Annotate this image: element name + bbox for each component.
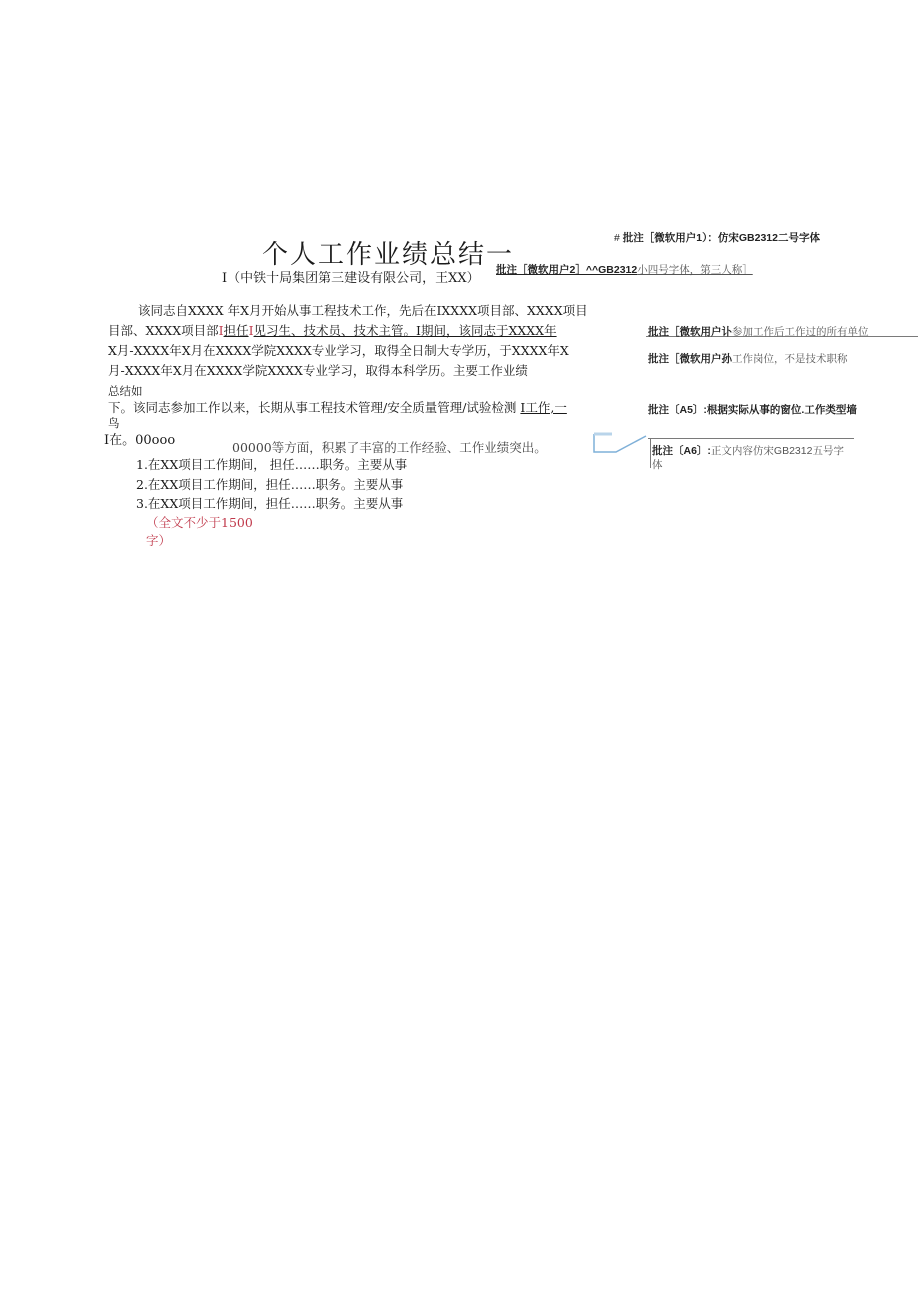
body-line-8b: 00000等方面，积累了丰富的工作经验、工作业绩突出。 [232, 440, 547, 455]
body-line-4: 月-XXXX年X月在XXXX学院XXXX专业学习，取得本科学历。主要工作业绩 [108, 363, 528, 378]
comment-1-prefix: # [614, 232, 620, 244]
underlined-text: 见习生、技术员、技术主管。I期间，该同志于XXXX年 [253, 323, 557, 338]
body-line-6a: 下。该同志参加工作以来，长期从事工程技术管理/安全质量管理/试验检测 [108, 400, 517, 415]
length-note: （全文不少于1500 [146, 515, 253, 530]
body-line-3: X月-XXXX年X月在XXXX学院XXXX专业学习，取得全日制大专学历，于XXXX年X [108, 343, 569, 358]
comment-6[interactable] [652, 443, 844, 458]
body-line-1: 该同志自XXXX 年X月开始从事工程技术工作，先后在IXXXX项目部、XXXX项目 [138, 303, 588, 318]
comment-1-text: 批注［微软用户1）：仿宋GB2312二号字体 [622, 232, 820, 244]
comment-6-label: 批注〔A6〕: [652, 445, 711, 457]
comment-2-label: 批注［微软用户2］^^GB2312 [496, 264, 638, 276]
body-line-6 [108, 398, 567, 418]
comment-4[interactable] [648, 351, 848, 366]
comment-3-label: 批注［微软用户讣 [648, 326, 732, 338]
comment-3-text: 参加工作后工作过的所有单位 [732, 326, 869, 338]
list-item: 3.在XX项目工作期间，担任……职务。主要从事 [136, 496, 404, 511]
comment-4-text: 工作岗位，不是技术职称 [732, 353, 848, 365]
comment-6-text: 正文内容仿宋GB2312五号字 [710, 445, 844, 457]
body-line-5: 总结如 [108, 384, 143, 398]
underlined-text: 担任 [223, 323, 249, 338]
body-line-2a: 目部、XXXX项目部 [108, 323, 219, 338]
list-item: 2.在XX项目工作期间，担任……职务。主要从事 [136, 477, 404, 492]
comment-5-text: 批注〔A5〕:根据实际从事的窗位.工作类型墙 [648, 404, 857, 416]
document-title: 个人工作业绩总结一 [262, 240, 515, 270]
comment-4-label: 批注［微软用户孙 [648, 353, 732, 365]
body-line-8a: I在。00ooo [104, 433, 176, 448]
revision-mark: I [248, 323, 254, 338]
comment-2-text: 小四号字体，第三人称］ [637, 264, 753, 276]
comment-2[interactable] [496, 262, 753, 277]
comment-1[interactable] [614, 230, 820, 245]
comment-connector [650, 438, 651, 468]
underlined-text: I工作,一 [520, 400, 567, 415]
comment-3[interactable] [648, 324, 869, 339]
author-line: I（中铁十局集团第三建设有限公司，王XX） [222, 271, 480, 286]
length-note-2: 字） [146, 533, 172, 548]
comment-5[interactable] [648, 402, 857, 417]
comment-divider [648, 438, 854, 439]
list-item: 1.在XX项目工作期间， 担任……职务。主要从事 [136, 457, 408, 472]
body-line-7: 鸟 [108, 416, 120, 430]
comment-anchor-connector [590, 430, 650, 460]
revision-mark: I [218, 323, 224, 338]
comment-6-cont: 体 [652, 459, 663, 471]
body-line-2 [108, 321, 557, 341]
